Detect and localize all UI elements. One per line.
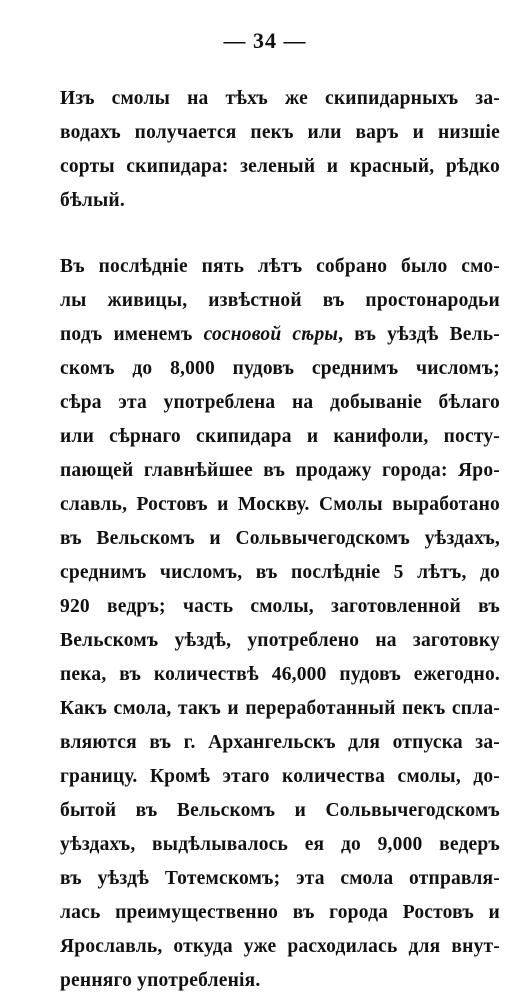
text-fragment: , въ уѣздѣ Вель- [338, 324, 500, 345]
text-line: или сѣрнаго скипидара и канифоли, посту- [60, 426, 500, 447]
text-line: среднимъ числомъ, въ послѣдніе 5 лѣтъ, до [60, 562, 500, 583]
text-fragment: подъ именемъ [60, 324, 193, 345]
text-line: вляются въ г. Архангельскъ для отпуска за- [60, 732, 500, 753]
text-line: въ Вельскомъ и Сольвычегодскомъ уѣздахъ, [60, 528, 500, 549]
text-line: сѣра эта употреблена на добываніе бѣлаго [60, 392, 500, 413]
text-line: скомъ до 8,000 пудовъ среднимъ числомъ; [60, 358, 500, 379]
paragraph-2 [60, 250, 500, 998]
text-line: границу. Кромѣ этаго количества смолы, до- [60, 766, 500, 787]
text-line: Въ послѣдніе пять лѣтъ собрано было смо- [60, 256, 500, 277]
text-line: славль, Ростовъ и Москву. Смолы выработано [60, 494, 500, 515]
text-line: Какъ смола, такъ и переработанный пекъ спла- [60, 698, 500, 719]
text-line: бытой въ Вельскомъ и Сольвычегодскомъ [60, 800, 500, 821]
text-line: Ярославль, откуда уже расходилась для внут- [60, 936, 500, 957]
text-line: бѣлый. [60, 190, 125, 211]
text-line: уѣздахъ, выдѣлывалось ея до 9,000 ведеръ [60, 834, 500, 855]
text-line: водахъ получается пекъ или варъ и низшіе [60, 122, 500, 143]
text-line: сорты скипидара: зеленый и красный, рѣдко [60, 156, 500, 177]
text-line: лась преимущественно въ города Ростовъ и [60, 902, 500, 923]
text-line: Изъ смолы на тѣхъ же скипидарныхъ за- [60, 88, 500, 109]
text-line: 920 ведръ; часть смолы, заготовленной въ [60, 596, 500, 617]
text-line: въ уѣздѣ Тотемскомъ; эта смола отправля- [60, 868, 500, 889]
text-line [60, 318, 500, 352]
text-line: лы живицы, извѣстной въ простонародьи [60, 290, 500, 311]
page-number: — 34 — [223, 28, 307, 53]
text-line: пающей главнѣйшее въ продажу города: Яро- [60, 460, 500, 481]
italic-term: сосновой сѣры [203, 324, 339, 345]
paragraph-1 [60, 82, 500, 218]
text-line: Вельскомъ уѣздѣ, употреблено на заготовку [60, 630, 500, 651]
text-line: пека, въ количествѣ 46,000 пудовъ ежегодно. [60, 664, 500, 685]
text-line: ренняго употребленія. [60, 970, 261, 991]
